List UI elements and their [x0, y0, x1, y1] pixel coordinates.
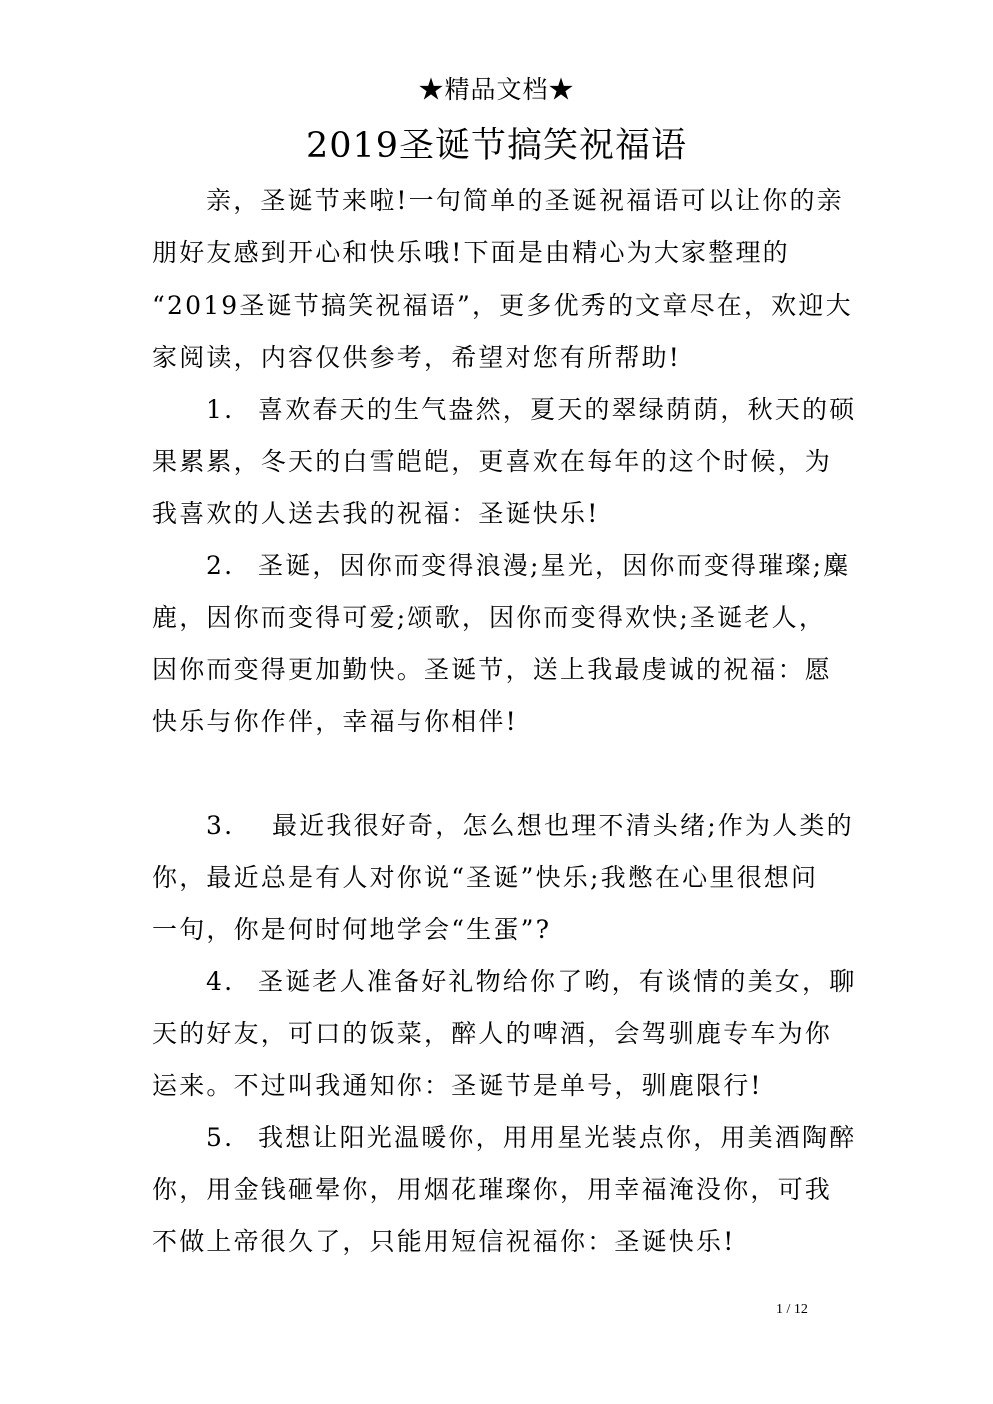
list-item-line: 你，用金钱砸晕你，用烟花璀璨你，用幸福淹没你，可我 [152, 1175, 833, 1204]
list-item-first-line [206, 1120, 856, 1156]
list-item-line: 我喜欢的人送去我的祝福：圣诞快乐! [152, 499, 600, 528]
document-header-mark: ★精品文档★ [418, 75, 575, 104]
list-item-line: 鹿，因你而变得可爱;颂歌，因你而变得欢快;圣诞老人， [152, 603, 827, 632]
intro-line: “2019圣诞节搞笑祝福语”，更多优秀的文章尽在，欢迎大 [152, 291, 853, 320]
list-item-line: 不做上帝很久了，只能用短信祝福你：圣诞快乐! [152, 1227, 736, 1256]
intro-line: 家阅读，内容仅供参考，希望对您有所帮助! [152, 343, 682, 372]
list-item-first-line [206, 392, 856, 428]
list-item-line: 快乐与你作伴，幸福与你相伴! [152, 707, 518, 736]
list-item-text: 喜欢春天的生气盎然，夏天的翠绿荫荫，秋天的硕 [258, 395, 857, 424]
list-item-text: 我想让阳光温暖你，用用星光装点你，用美酒陶醉 [258, 1123, 857, 1152]
list-item-line: 运来。不过叫我通知你：圣诞节是单号，驯鹿限行! [152, 1071, 763, 1100]
document-title: 2019圣诞节搞笑祝福语 [305, 126, 688, 166]
list-item-text: 圣诞，因你而变得浪漫;星光，因你而变得璀璨;麋 [258, 551, 851, 580]
list-item-number: 3. [206, 811, 235, 840]
intro-line: 亲，圣诞节来啦!一句简单的圣诞祝福语可以让你的亲 [206, 186, 844, 215]
list-item-line: 因你而变得更加勤快。圣诞节，送上我最虔诚的祝福：愿 [152, 655, 833, 684]
list-item-text: 圣诞老人准备好礼物给你了哟，有谈情的美女，聊 [258, 967, 857, 996]
page-number: 1 / 12 [776, 1302, 808, 1317]
list-item-first-line [206, 548, 850, 584]
list-item-number: 1. [206, 395, 235, 424]
list-item-number: 2. [206, 551, 235, 580]
intro-line: 朋好友感到开心和快乐哦!下面是由精心为大家整理的 [152, 238, 790, 267]
list-item-text: 最近我很好奇，怎么想也理不清头绪;作为人类的 [272, 811, 854, 840]
list-item-first-line [206, 808, 854, 844]
list-item-number: 4. [206, 967, 235, 996]
list-item-line: 你，最近总是有人对你说“圣诞”快乐;我憋在心里很想问 [152, 863, 819, 892]
list-item-number: 5. [206, 1123, 235, 1152]
list-item-first-line [206, 964, 856, 1000]
list-item-line: 一句，你是何时何地学会“生蛋”? [152, 915, 552, 944]
list-item-line: 天的好友，可口的饭菜，醉人的啤酒，会驾驯鹿专车为你 [152, 1019, 833, 1048]
list-item-line: 果累累，冬天的白雪皑皑，更喜欢在每年的这个时候，为 [152, 447, 833, 476]
